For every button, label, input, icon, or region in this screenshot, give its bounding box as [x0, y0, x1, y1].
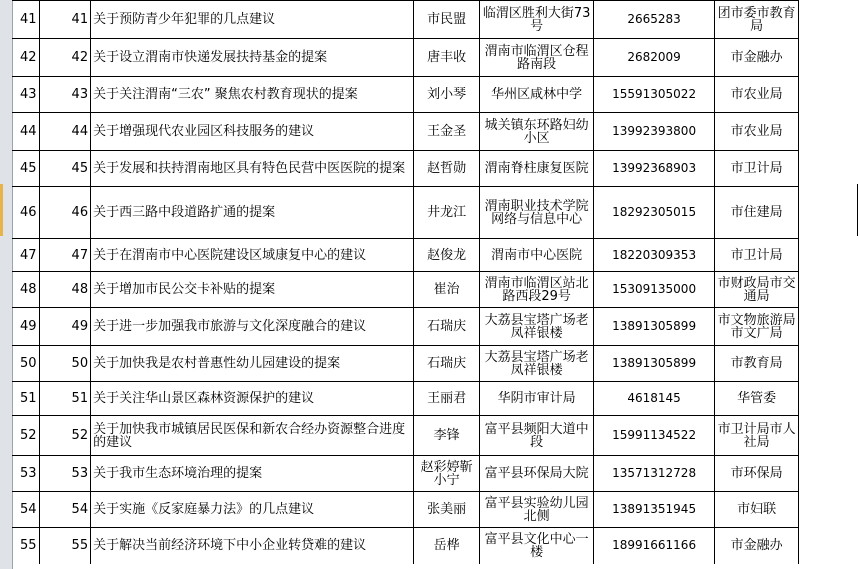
row-number[interactable]: 41 [12, 1, 39, 39]
phone-cell[interactable]: 15991134522 [594, 416, 715, 456]
proposal-number-cell[interactable]: 42 [39, 39, 91, 77]
address-cell[interactable]: 城关镇东环路妇幼小区 [480, 113, 594, 151]
phone-cell[interactable]: 18991661166 [594, 528, 715, 564]
phone-cell[interactable]: 15591305022 [594, 77, 715, 113]
address-cell[interactable]: 富平县文化中心一楼 [480, 528, 594, 564]
proposal-number-cell[interactable]: 43 [39, 77, 91, 113]
proposal-title-cell[interactable]: 关于关注华山景区森林资源保护的建议 [91, 382, 414, 416]
proposal-title-cell[interactable]: 关于设立渭南市快递发展扶持基金的提案 [91, 39, 414, 77]
address-cell[interactable]: 渭南脊柱康复医院 [480, 151, 594, 187]
department-cell[interactable]: 团市委市教育局 [715, 1, 799, 39]
proposer-name-cell[interactable]: 赵彩婷靳小宁 [414, 456, 480, 492]
department-cell[interactable]: 市财政局市交通局 [715, 272, 799, 308]
row-number[interactable]: 52 [12, 416, 39, 456]
department-cell[interactable]: 市环保局 [715, 456, 799, 492]
proposal-title-cell[interactable]: 关于西三路中段道路扩通的提案 [91, 187, 414, 239]
table-row [12, 528, 799, 564]
proposer-name-cell[interactable]: 李锋 [414, 416, 480, 456]
phone-cell[interactable]: 2665283 [594, 1, 715, 39]
department-cell[interactable]: 市卫计局市人社局 [715, 416, 799, 456]
proposer-name-cell[interactable]: 崔治 [414, 272, 480, 308]
table-row [12, 39, 799, 77]
proposal-number-cell[interactable]: 41 [39, 1, 91, 39]
proposal-title-cell[interactable]: 关于预防青少年犯罪的几点建议 [91, 1, 414, 39]
row-number[interactable]: 54 [12, 492, 39, 528]
proposal-number-cell[interactable]: 47 [39, 239, 91, 272]
table-row [12, 346, 799, 382]
department-cell[interactable]: 市住建局 [715, 187, 799, 239]
phone-cell[interactable]: 18220309353 [594, 239, 715, 272]
table-row [12, 77, 799, 113]
proposer-name-cell[interactable]: 岳桦 [414, 528, 480, 564]
phone-cell[interactable]: 13571312728 [594, 456, 715, 492]
proposer-name-cell[interactable]: 唐丰收 [414, 39, 480, 77]
proposer-name-cell[interactable]: 市民盟 [414, 1, 480, 39]
table-row [12, 239, 799, 272]
proposal-number-cell[interactable]: 49 [39, 308, 91, 346]
table-row [12, 1, 799, 39]
phone-cell[interactable]: 13891305899 [594, 346, 715, 382]
table-row [12, 382, 799, 416]
address-cell[interactable]: 大荔县宝塔广场老凤祥银楼 [480, 308, 594, 346]
phone-cell[interactable]: 13891305899 [594, 308, 715, 346]
proposal-title-cell[interactable]: 关于关注渭南“三农” 聚焦农村教育现状的提案 [91, 77, 414, 113]
proposer-name-cell[interactable]: 刘小琴 [414, 77, 480, 113]
proposal-number-cell[interactable]: 46 [39, 187, 91, 239]
department-cell[interactable]: 市文物旅游局市文广局 [715, 308, 799, 346]
table-row [12, 187, 799, 239]
phone-cell[interactable]: 2682009 [594, 39, 715, 77]
proposer-name-cell[interactable]: 井龙江 [414, 187, 480, 239]
proposal-title-cell[interactable]: 关于解决当前经济环境下中小企业转贷难的建议 [91, 528, 414, 564]
row-number[interactable]: 44 [12, 113, 39, 151]
phone-cell[interactable]: 15309135000 [594, 272, 715, 308]
proposal-title-cell[interactable]: 关于加快我市城镇居民医保和新农合经办资源整合进度的建议 [91, 416, 414, 456]
proposal-title-cell[interactable]: 关于在渭南市中心医院建设区域康复中心的建议 [91, 239, 414, 272]
table-row [12, 492, 799, 528]
proposer-name-cell[interactable]: 赵哲勋 [414, 151, 480, 187]
proposal-title-cell[interactable]: 关于加快我是农村普惠性幼儿园建设的提案 [91, 346, 414, 382]
proposal-number-cell[interactable]: 50 [39, 346, 91, 382]
proposer-name-cell[interactable]: 张美丽 [414, 492, 480, 528]
address-cell[interactable]: 渭南市临渭区仓程路南段 [480, 39, 594, 77]
address-cell[interactable]: 华阴市审计局 [480, 382, 594, 416]
address-cell[interactable]: 富平县环保局大院 [480, 456, 594, 492]
proposer-name-cell[interactable]: 王金圣 [414, 113, 480, 151]
proposal-title-cell[interactable]: 关于实施《反家庭暴力法》的几点建议 [91, 492, 414, 528]
proposal-number-cell[interactable]: 55 [39, 528, 91, 564]
proposal-number-cell[interactable]: 45 [39, 151, 91, 187]
proposal-number-cell[interactable]: 54 [39, 492, 91, 528]
row-number[interactable]: 46 [12, 187, 39, 239]
selected-row-marker [0, 184, 3, 236]
address-cell[interactable]: 富平县频阳大道中段 [480, 416, 594, 456]
proposal-number-cell[interactable]: 44 [39, 113, 91, 151]
department-cell[interactable]: 市农业局 [715, 113, 799, 151]
row-number[interactable]: 48 [12, 272, 39, 308]
department-cell[interactable]: 市金融办 [715, 39, 799, 77]
table-row [12, 151, 799, 187]
address-cell[interactable]: 临渭区胜利大街73号 [480, 1, 594, 39]
phone-cell[interactable]: 13992368903 [594, 151, 715, 187]
proposal-title-cell[interactable]: 关于发展和扶持渭南地区具有特色民营中医医院的提案 [91, 151, 414, 187]
table-row [12, 456, 799, 492]
row-number[interactable]: 47 [12, 239, 39, 272]
proposal-number-cell[interactable]: 52 [39, 416, 91, 456]
phone-cell[interactable]: 13992393800 [594, 113, 715, 151]
phone-cell[interactable]: 4618145 [594, 382, 715, 416]
proposal-number-cell[interactable]: 53 [39, 456, 91, 492]
row-number[interactable]: 43 [12, 77, 39, 113]
proposer-name-cell[interactable]: 王丽君 [414, 382, 480, 416]
address-cell[interactable]: 华州区咸林中学 [480, 77, 594, 113]
table-row [12, 308, 799, 346]
row-number[interactable]: 55 [12, 528, 39, 564]
row-number[interactable]: 45 [12, 151, 39, 187]
address-cell[interactable]: 渭南市临渭区站北路西段29号 [480, 272, 594, 308]
department-cell[interactable]: 市农业局 [715, 77, 799, 113]
address-cell[interactable]: 富平县实验幼儿园北侧 [480, 492, 594, 528]
address-cell[interactable]: 渭南市中心医院 [480, 239, 594, 272]
proposal-number-cell[interactable]: 48 [39, 272, 91, 308]
proposal-title-cell[interactable]: 关于我市生态环境治理的提案 [91, 456, 414, 492]
department-cell[interactable]: 市金融办 [715, 528, 799, 564]
row-number[interactable]: 51 [12, 382, 39, 416]
table-row [12, 416, 799, 456]
phone-cell[interactable]: 13891351945 [594, 492, 715, 528]
address-cell[interactable]: 渭南职业技术学院网络与信息中心 [480, 187, 594, 239]
row-number[interactable]: 50 [12, 346, 39, 382]
department-cell[interactable]: 市妇联 [715, 492, 799, 528]
row-number[interactable]: 53 [12, 456, 39, 492]
row-number[interactable]: 42 [12, 39, 39, 77]
proposal-table [12, 0, 799, 564]
phone-cell[interactable]: 18292305015 [594, 187, 715, 239]
department-cell[interactable]: 市卫计局 [715, 151, 799, 187]
proposal-title-cell[interactable]: 关于进一步加强我市旅游与文化深度融合的建议 [91, 308, 414, 346]
department-cell[interactable]: 市教育局 [715, 346, 799, 382]
table-row [12, 113, 799, 151]
proposal-number-cell[interactable]: 51 [39, 382, 91, 416]
proposal-title-cell[interactable]: 关于增强现代农业园区科技服务的建议 [91, 113, 414, 151]
proposer-name-cell[interactable]: 赵俊龙 [414, 239, 480, 272]
proposer-name-cell[interactable]: 石瑞庆 [414, 308, 480, 346]
row-number[interactable]: 49 [12, 308, 39, 346]
department-cell[interactable]: 华管委 [715, 382, 799, 416]
address-cell[interactable]: 大荔县宝塔广场老凤祥银楼 [480, 346, 594, 382]
department-cell[interactable]: 市卫计局 [715, 239, 799, 272]
proposer-name-cell[interactable]: 石瑞庆 [414, 346, 480, 382]
proposal-title-cell[interactable]: 关于增加市民公交卡补贴的提案 [91, 272, 414, 308]
table-row [12, 272, 799, 308]
